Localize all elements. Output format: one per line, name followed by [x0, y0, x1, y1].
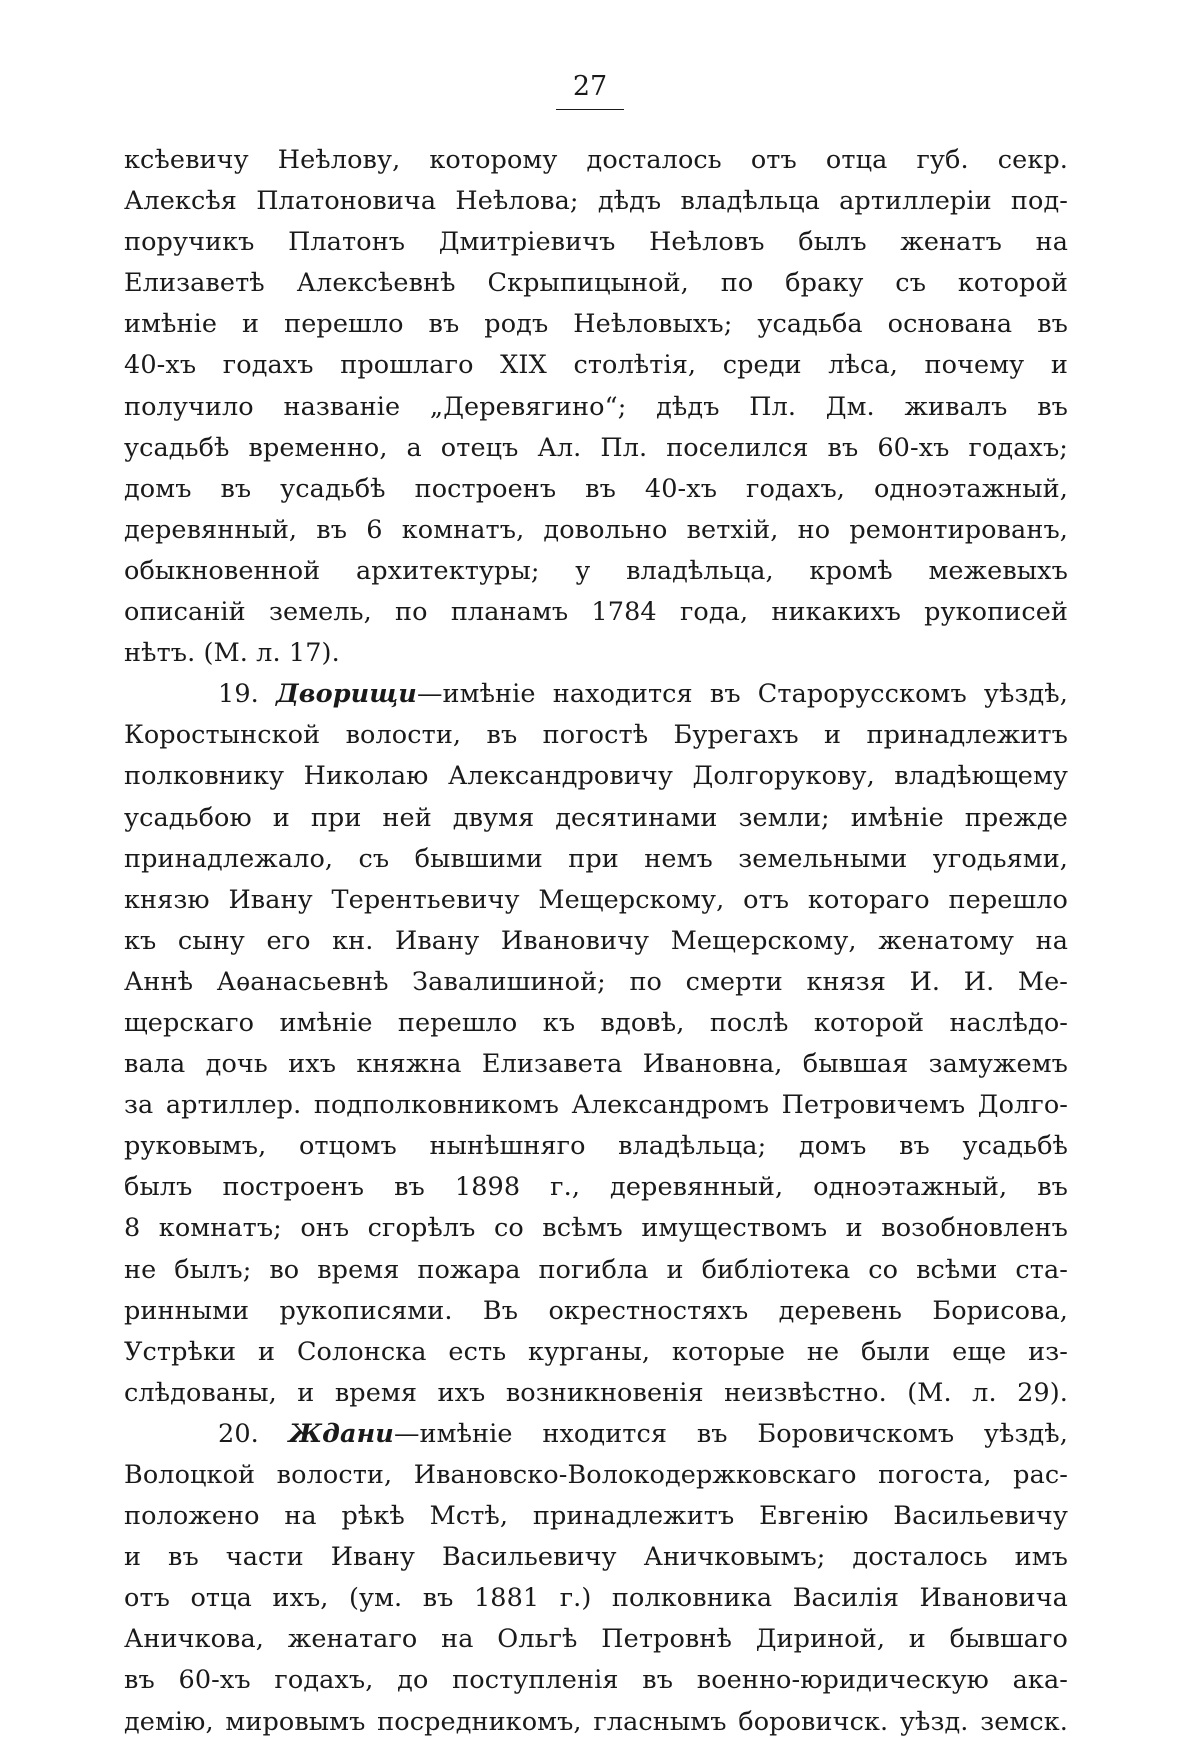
text-line [124, 140, 1068, 181]
text-line [124, 715, 1068, 756]
text-line [124, 880, 1068, 921]
line-text: поручикъ Платонъ Дмитріевичъ Неѣловъ былъ женатъ на [124, 227, 1068, 258]
entry-number: 19. [218, 679, 276, 710]
text-line [124, 304, 1068, 345]
line-text: нѣтъ. (М. л. 17). [124, 638, 340, 669]
text-line [124, 1291, 1068, 1332]
line-text: усадьбѣ временно, а отецъ Ал. Пл. поселился въ 60-хъ годахъ; [124, 432, 1068, 463]
text-line [124, 510, 1068, 551]
line-text: деревянный, въ 6 комнатъ, довольно ветхій, но ремонтированъ, [124, 514, 1068, 545]
line-text: руковымъ, отцомъ нынѣшняго владѣльца; домъ въ усадьбѣ [124, 1131, 1068, 1162]
entry-number: 20. [218, 1418, 289, 1449]
text-line [124, 387, 1068, 428]
text-line [124, 469, 1068, 510]
line-text: обыкновенной архитектуры; у владѣльца, кромѣ межевыхъ [124, 555, 1068, 586]
line-text: къ сыну его кн. Ивану Ивановичу Мещерскому, женатому на [124, 925, 1068, 956]
line-text: Аничкова, женатаго на Ольгѣ Петровнѣ Дириной, и бывшаго [124, 1624, 1068, 1655]
page-number-rule [556, 109, 624, 110]
line-text: получило названіе „Деревягино“; дѣдъ Пл. Дм. живалъ въ [124, 391, 1068, 422]
line-text: Коростынской волости, въ погостѣ Бурегахъ и принадлежитъ [124, 720, 1068, 751]
text-line [124, 1044, 1068, 1085]
text-line [124, 1208, 1068, 1249]
line-text: отъ отца ихъ, (ум. въ 1881 г.) полковника Василія Ивановича [124, 1583, 1068, 1614]
line-text: и въ части Ивану Васильевичу Аничковымъ; досталось имъ [124, 1542, 1068, 1573]
text-line [124, 1003, 1068, 1044]
line-text: князю Ивану Терентьевичу Мещерскому, отъ котораго перешло [124, 884, 1068, 915]
line-text: полковнику Николаю Александровичу Долгорукову, владѣющему [124, 761, 1068, 792]
line-text: 8 комнатъ; онъ сгорѣлъ со всѣмъ имуществомъ и возобновленъ [124, 1213, 1068, 1244]
line-text: принадлежало, съ бывшими при немъ земельными угодьями, [124, 843, 1068, 874]
text-line [124, 1455, 1068, 1496]
text-line [124, 1085, 1068, 1126]
text-line [124, 551, 1068, 592]
text-line [124, 1332, 1068, 1373]
line-text: не былъ; во время пожара погибла и библіотека со всѣми ста- [124, 1254, 1068, 1285]
line-text: ксѣевичу Неѣлову, которому досталось отъ отца губ. секр. [124, 145, 1068, 175]
line-text: былъ построенъ въ 1898 г., деревянный, одноэтажный, въ [124, 1172, 1068, 1203]
text-line [124, 1373, 1068, 1414]
line-text: Елизаветѣ Алексѣевнѣ Скрыпицыной, по браку съ которой [124, 268, 1068, 299]
line-text: —имѣніе нходится въ Боровичскомъ уѣздѣ, [393, 1418, 1068, 1449]
text-line [124, 263, 1068, 304]
line-text: слѣдованы, и время ихъ возникновенія неизвѣстно. (М. л. 29). [124, 1377, 1068, 1408]
line-text: Волоцкой волости, Ивановско-Волокодержковскаго погоста, рас- [124, 1460, 1068, 1490]
line-text: Алексѣя Платоновича Неѣлова; дѣдъ владѣльца артиллеріи под- [124, 186, 1068, 217]
text-line [124, 1578, 1068, 1619]
line-text: вала дочь ихъ княжна Елизавета Ивановна, бывшая замужемъ [124, 1049, 1068, 1080]
text-line [124, 345, 1068, 386]
text-line [124, 962, 1068, 1003]
body-text [124, 140, 1068, 1743]
line-text: за артиллер. подполковникомъ Александромъ Петровичемъ Долго- [124, 1090, 1068, 1121]
estate-name: Дворищи [275, 679, 417, 710]
line-text: —имѣніе находится въ Старорусскомъ уѣздѣ, [416, 679, 1068, 710]
line-text: домъ въ усадьбѣ построенъ въ 40-хъ годахъ, одноэтажный, [124, 473, 1068, 504]
text-line [124, 592, 1068, 633]
estate-name: Ждани [288, 1418, 394, 1449]
line-text: 40-хъ годахъ прошлаго XIX столѣтія, среди лѣса, почему и [124, 350, 1068, 381]
text-line [124, 1702, 1068, 1743]
line-text: имѣніе и перешло въ родъ Неѣловыхъ; усадьба основана въ [124, 309, 1068, 340]
line-text: Устрѣки и Солонска есть курганы, которые не были еще из- [124, 1336, 1068, 1367]
text-line [124, 633, 1068, 674]
text-line [124, 181, 1068, 222]
text-line [124, 1167, 1068, 1208]
text-line [124, 1496, 1068, 1537]
text-line [124, 921, 1068, 962]
text-line [124, 839, 1068, 880]
line-text: щерскаго имѣніе перешло къ вдовѣ, послѣ которой наслѣдо- [124, 1007, 1068, 1038]
line-text: Аннѣ Аѳанасьевнѣ Завалишиной; по смерти князя И. И. Ме- [124, 966, 1068, 997]
text-line [124, 222, 1068, 263]
line-text: въ 60-хъ годахъ, до поступленія въ военно-юридическую ака- [124, 1665, 1068, 1696]
entry-start-line [124, 674, 1068, 715]
text-line [124, 1619, 1068, 1660]
text-line [124, 798, 1068, 839]
line-text: описаній земель, по планамъ 1784 года, никакихъ рукописей [124, 597, 1068, 628]
line-text: положено на рѣкѣ Мстѣ, принадлежитъ Евгенію Васильевичу [124, 1501, 1068, 1532]
line-text: демію, мировымъ посредникомъ, гласнымъ боровичск. уѣзд. земск. [124, 1706, 1068, 1737]
text-line [124, 1537, 1068, 1578]
text-line [124, 1250, 1068, 1291]
entry-start-line [124, 1414, 1068, 1455]
line-text: ринными рукописями. Въ окрестностяхъ деревень Борисова, [124, 1295, 1068, 1326]
text-line [124, 1660, 1068, 1701]
text-line [124, 756, 1068, 797]
text-line [124, 1126, 1068, 1167]
line-text: усадьбою и при ней двумя десятинами земли; имѣніе прежде [124, 802, 1068, 833]
page-number: 27 [572, 71, 608, 102]
text-line [124, 428, 1068, 469]
